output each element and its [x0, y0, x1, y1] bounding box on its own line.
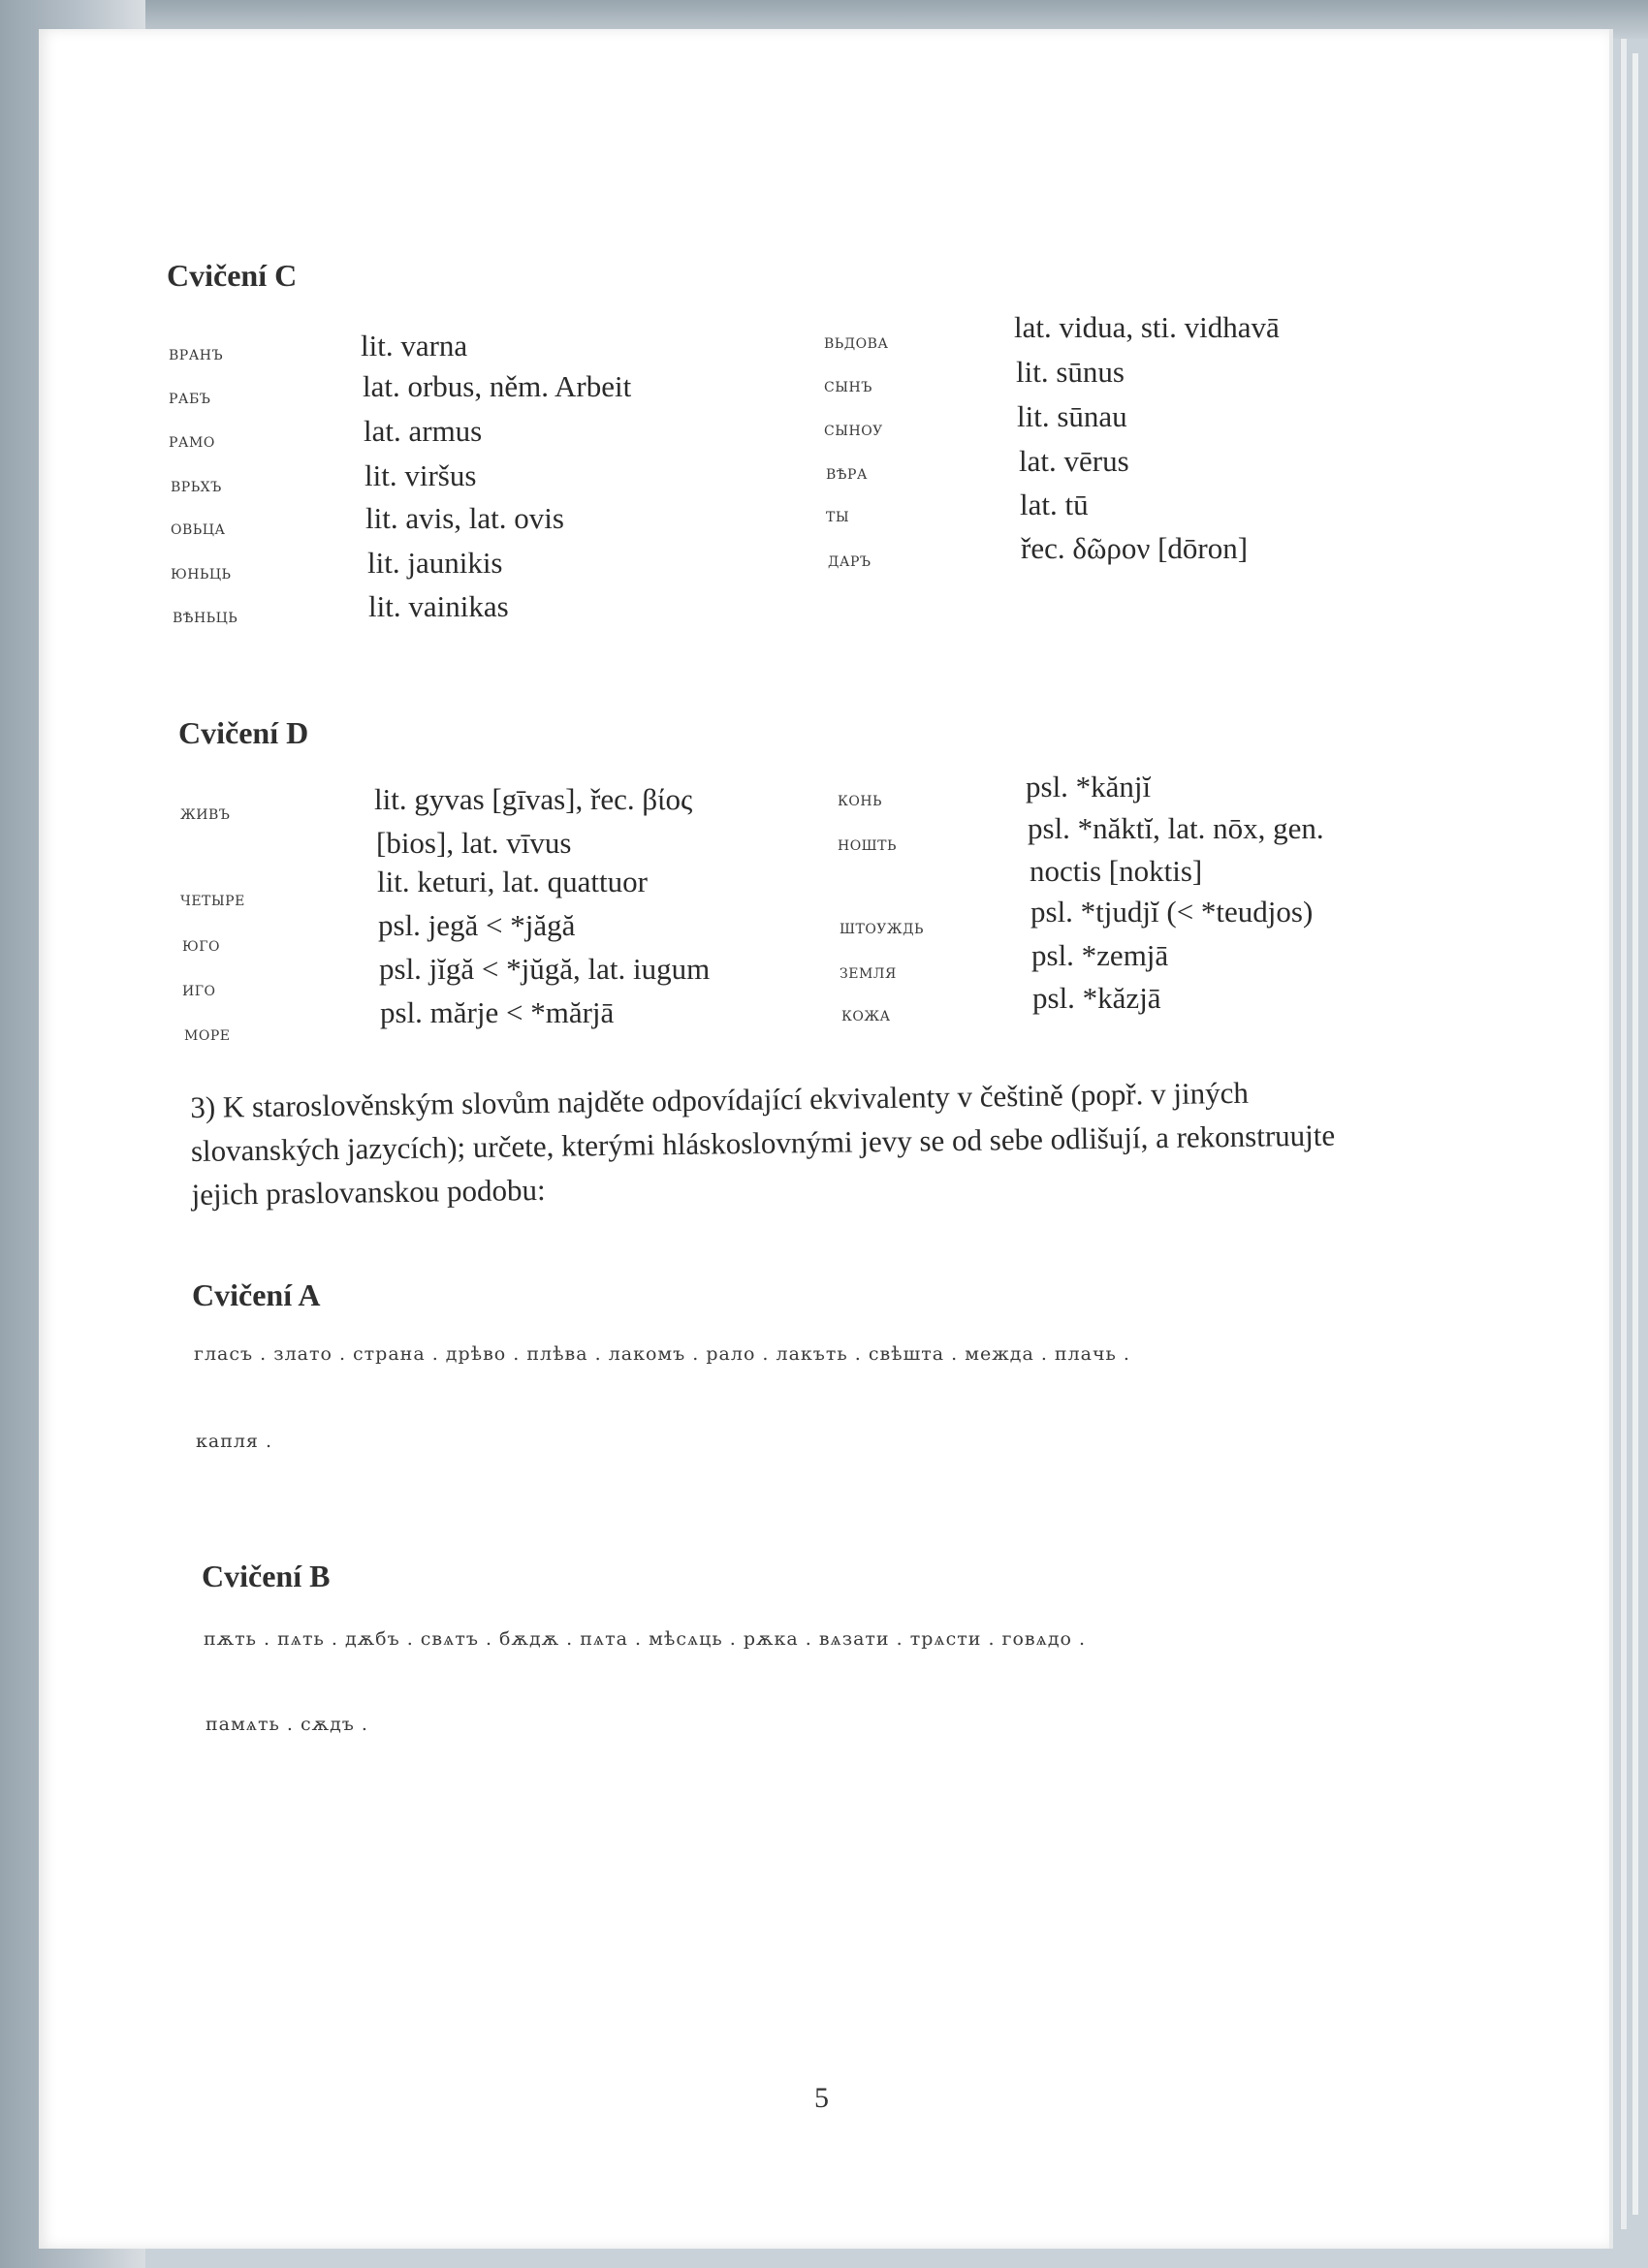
oc-word: врьхъ — [171, 473, 222, 496]
section-c-title: Cvičení C — [167, 258, 298, 293]
gloss: lit. sūnus — [1016, 355, 1125, 389]
gloss: lit. avis, lat. ovis — [365, 501, 564, 535]
oc-word: вѣньць — [173, 604, 238, 627]
gloss: lit. gyvas [gīvas], řec. βίος — [374, 782, 693, 816]
oc-word: даръ — [828, 548, 872, 571]
oc-word: кожа — [841, 1002, 891, 1025]
gloss: lit. vainikas — [368, 589, 509, 623]
task-3-instructions: 3) K staroslověnským slovům najděte odpovídající ekvivalenty v češtině (popř. v jiných slovanských jazycích); určete, kterými hláskoslovnými jevy se od sebe odlišují, a rekonstruujte jejich praslovanskou podobu: — [190, 1075, 1336, 1212]
exercise-b-title: Cvičení B — [202, 1559, 331, 1593]
gloss: lat. armus — [364, 414, 483, 448]
oc-word: овьца — [171, 516, 226, 539]
gloss: lit. jaunikis — [367, 546, 503, 580]
gloss: lat. orbus, něm. Arbeit — [363, 369, 632, 403]
oc-word: вѣра — [826, 460, 868, 484]
gloss: psl. jĭgă < *jŭgă, lat. iugum — [379, 952, 711, 986]
gloss: psl. *zemjā — [1031, 938, 1169, 972]
exercise-a-words: гласъ . злато . страна . дрѣво . плѣва . лакомъ . рало . лакъть . свѣшта . межда . плачь . — [194, 1343, 1130, 1365]
oc-word: море — [184, 1022, 231, 1045]
oc-word: сыноу — [824, 417, 883, 440]
oc-word: рабъ — [169, 385, 211, 408]
exercise-a-title: Cvičení A — [192, 1277, 321, 1312]
gloss: lat. vērus — [1019, 444, 1129, 478]
page-edge — [1632, 53, 1638, 2215]
gloss: psl. jegă < *jăgă — [378, 908, 576, 942]
gloss: lit. sūnau — [1017, 399, 1127, 433]
gloss: psl. mărje < *mărjā — [380, 995, 615, 1029]
oc-word: вьдова — [824, 330, 889, 353]
oc-word: рамо — [169, 428, 215, 452]
exercise-a-words-cont: капля . — [196, 1431, 273, 1452]
gloss: [bios], lat. vīvus — [376, 826, 572, 860]
gloss: psl. *năktĭ, lat. nōx, gen. — [1028, 811, 1324, 845]
oc-word: сынъ — [824, 373, 872, 396]
oc-word: юго — [182, 932, 220, 956]
gloss: lit. keturi, lat. quattuor — [377, 865, 648, 898]
oc-word: ты — [826, 503, 850, 526]
gloss: lat. tū — [1020, 488, 1089, 521]
gloss: lat. vidua, sti. vidhavā — [1014, 310, 1280, 344]
gloss: lit. varna — [361, 329, 468, 362]
exercise-b-words-cont: памѧть . сѫдъ . — [206, 1714, 368, 1735]
oc-word: иго — [182, 977, 216, 1000]
gloss: řec. δῶρον [dōron] — [1021, 531, 1249, 565]
oc-word: земля — [840, 960, 897, 983]
oc-word: штоуждь — [840, 915, 924, 938]
gloss: noctis [noktis] — [1030, 854, 1203, 888]
page-number: 5 — [814, 2082, 829, 2114]
oc-word: юньць — [171, 560, 232, 583]
gloss: lit. viršus — [364, 458, 477, 492]
oc-word: четыре — [180, 887, 245, 910]
gloss: psl. *kăzjā — [1032, 981, 1161, 1015]
oc-word: вранъ — [169, 341, 224, 364]
page-edge — [1620, 39, 1627, 2229]
gloss: psl. *kănjĭ — [1026, 770, 1152, 803]
gloss: psl. *tjudjĭ (< *teudjos) — [1030, 895, 1314, 929]
oc-word: конь — [838, 787, 882, 810]
exercise-b-words: пѫть . пѧть . дѫбъ . свѧтъ . бѫдѫ . пѧта . мѣсѧць . рѫка . вѧзати . трѧсти . говѧдо . — [204, 1628, 1087, 1650]
section-d-title: Cvičení D — [178, 715, 309, 750]
oc-word: ношть — [838, 832, 897, 855]
oc-word: живъ — [180, 801, 231, 824]
